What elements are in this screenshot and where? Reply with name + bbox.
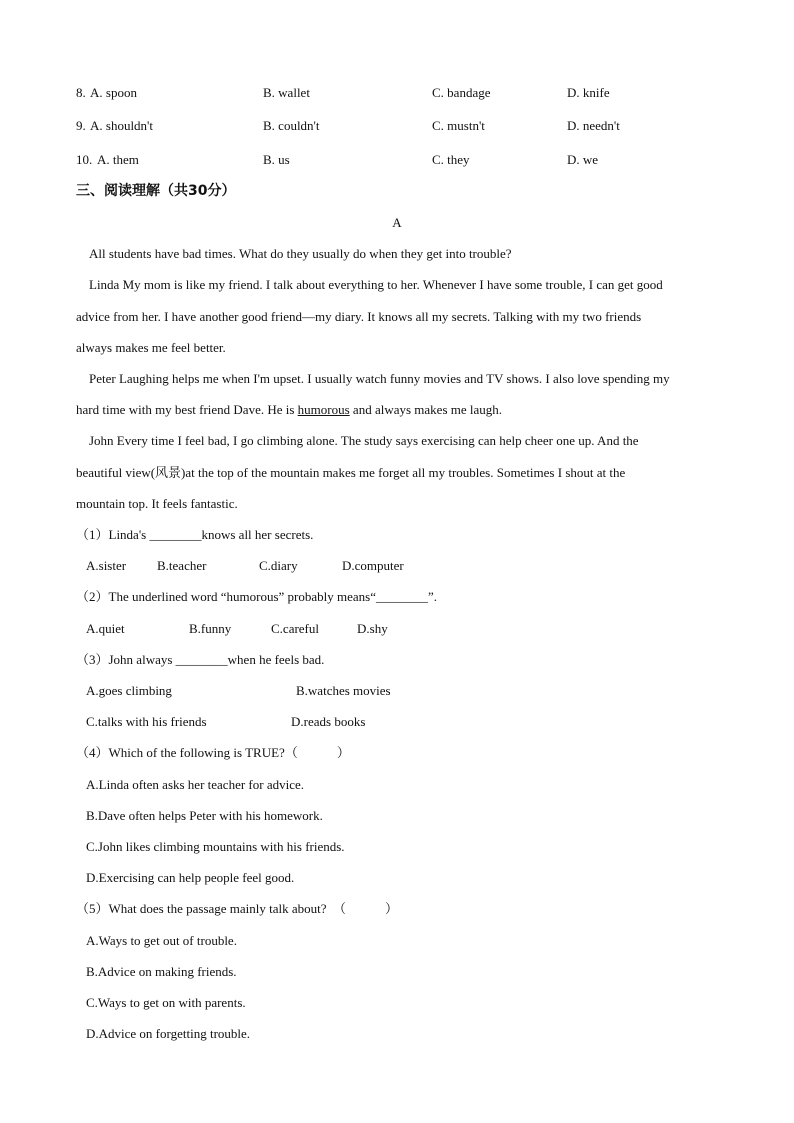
question-stem: （4）Which of the following is TRUE?（ ） bbox=[76, 745, 350, 760]
option-b: B. wallet bbox=[263, 85, 310, 100]
option-d: D.reads books bbox=[291, 714, 366, 729]
question-stem: （1）Linda's ________knows all her secrets. bbox=[76, 527, 314, 542]
option-d: D.shy bbox=[357, 621, 388, 636]
underlined-word: humorous bbox=[297, 402, 350, 417]
passage-text: and always makes me laugh. bbox=[349, 402, 503, 417]
passage-peter-line-1: Peter Laughing helps me when I'm upset. I usually watch funny movies and TV shows. I also love spending my bbox=[89, 371, 670, 386]
option-a: A.sister bbox=[86, 558, 127, 573]
option-b: B.Advice on making friends. bbox=[86, 964, 237, 979]
option-c: C.diary bbox=[259, 558, 298, 573]
option-c: C.Ways to get on with parents. bbox=[86, 995, 246, 1010]
passage-linda-line-3: always makes me feel better. bbox=[76, 340, 226, 355]
option-d: D.Advice on forgetting trouble. bbox=[86, 1026, 251, 1041]
option-b: B.watches movies bbox=[296, 683, 391, 698]
option-c: C.careful bbox=[271, 621, 320, 636]
question-number: 8. bbox=[76, 85, 86, 100]
option-a: A.Ways to get out of trouble. bbox=[86, 933, 237, 948]
option-a: A.Linda often asks her teacher for advice. bbox=[86, 777, 305, 792]
question-stem: （2）The underlined word “humorous” probably means“________”. bbox=[76, 589, 438, 604]
option-d: D.computer bbox=[342, 558, 404, 573]
option-c: C. they bbox=[432, 152, 470, 167]
option-b: B.teacher bbox=[157, 558, 207, 573]
passage-linda-line-2: advice from her. I have another good friend—my diary. It knows all my secrets. Talking with my two friends bbox=[76, 309, 642, 324]
option-b: B.Dave often helps Peter with his homework. bbox=[86, 808, 323, 823]
question-number: 9. bbox=[76, 118, 86, 133]
option-a: A. spoon bbox=[90, 85, 137, 100]
passage-intro: All students have bad times. What do they usually do when they get into trouble? bbox=[89, 246, 512, 261]
passage-john-line-2: beautiful view(风景)at the top of the mountain makes me forget all my troubles. Sometimes I shout at the bbox=[76, 465, 626, 480]
option-d: D. we bbox=[567, 152, 599, 167]
option-c: C. mustn't bbox=[432, 118, 485, 133]
option-b: B. couldn't bbox=[263, 118, 320, 133]
passage-john-line-1: John Every time I feel bad, I go climbing alone. The study says exercising can help cheer one up. And the bbox=[89, 433, 639, 448]
passage-label: A bbox=[392, 215, 402, 230]
option-b: B.funny bbox=[189, 621, 232, 636]
option-b: B. us bbox=[263, 152, 290, 167]
passage-text: hard time with my best friend Dave. He is bbox=[76, 402, 298, 417]
passage-john-line-3: mountain top. It feels fantastic. bbox=[76, 496, 238, 511]
option-a: A.quiet bbox=[86, 621, 125, 636]
question-number: 10. bbox=[76, 152, 93, 167]
option-a: A.goes climbing bbox=[86, 683, 172, 698]
section-title: 三、阅读理解（共30分） bbox=[76, 183, 236, 199]
option-d: D.Exercising can help people feel good. bbox=[86, 870, 295, 885]
option-a: A. them bbox=[97, 152, 139, 167]
option-c: C.John likes climbing mountains with his friends. bbox=[86, 839, 345, 854]
question-stem: （3）John always ________when he feels bad. bbox=[76, 652, 325, 667]
passage-linda-line-1: Linda My mom is like my friend. I talk about everything to her. Whenever I have some trouble, I can get good bbox=[89, 277, 663, 292]
option-d: D. needn't bbox=[567, 118, 620, 133]
option-c: C.talks with his friends bbox=[86, 714, 207, 729]
option-c: C. bandage bbox=[432, 85, 491, 100]
question-stem: （5）What does the passage mainly talk about? （ ） bbox=[76, 901, 399, 916]
passage-peter-line-2 bbox=[76, 402, 726, 418]
option-a: A. shouldn't bbox=[90, 118, 154, 133]
option-d: D. knife bbox=[567, 85, 610, 100]
